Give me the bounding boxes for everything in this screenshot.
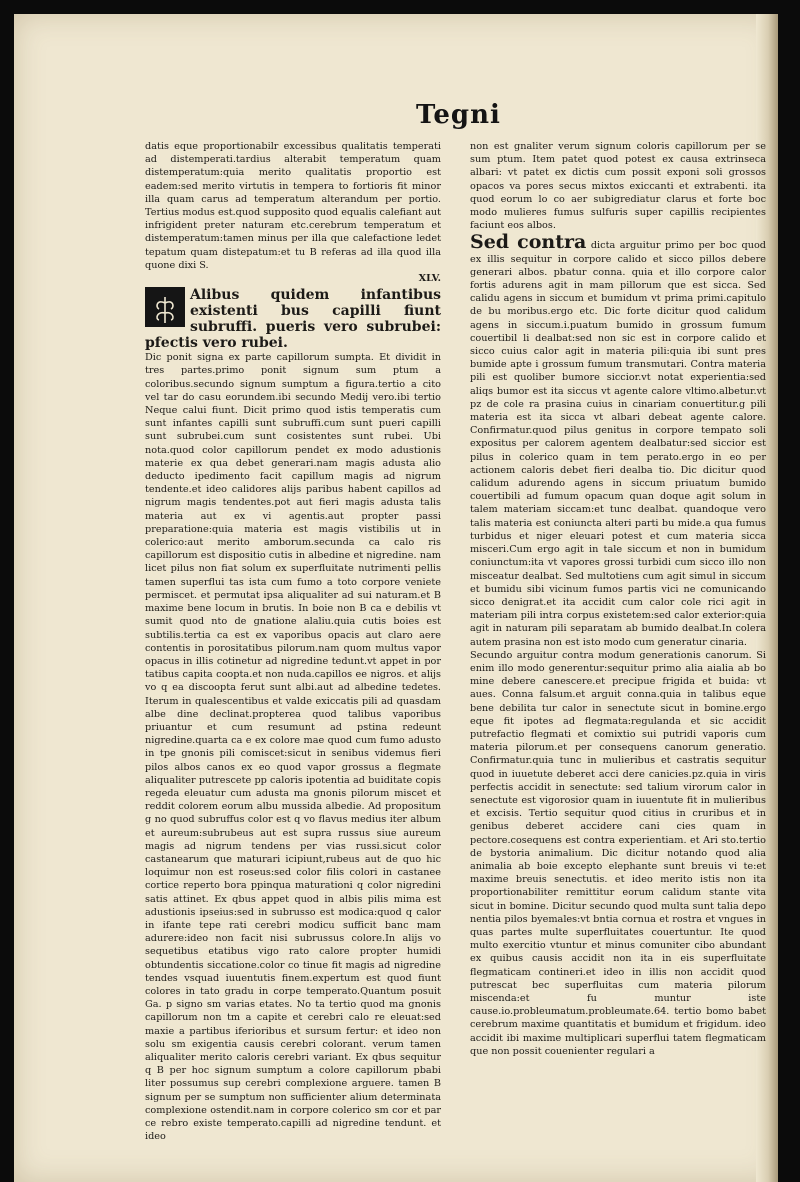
left-column [145, 140, 441, 1143]
second-argument: Secundo arguitur contra modum generationis canorum. Si enim illo modo generentur:sequitur primo alia aialia ab bo mine debere canescere.et precipue frigida et buida: vt aues. Conna falsum.et arguit conna.quia in talibus eque bene debilita tur calor in senectute sicut in bomine.ergo eque fit ipotes ad flegmata:regulanda et sic accidit putrefactio flegmati et comixtio sui putridi vaporis cum materia pilorum.et per consequens canorum generatio. Confirmatur.quia tunc in mulieribus et castratis sequitur quod in iuuetute deberet acci dere canicies.pz.quia in viris perfectis accidit in senectute: sed talium virorum calor in senectute est vigorosior quam in iuuentute fit in mulieribus et excisis. Tertio sequitur quod citius in cruribus et in genibus deberet accidere cani cies quam in pectore.cosequens est contra experientiam. et Ari sto.tertio de bystoria animalium. Dic dicitur notando quod alia animalia ab boie excepto elephante sunt breuis vi te:et maxime breuis senectutis. et ideo merito istis non ita proportionabiliter remittitur eorum calidum stante vita sicut in bomine. Dicitur secundo quod multa sunt talia depo nentia pilos byemales:vt bntia cornua et rostra et vngues in quas partes multe superfluitates couertuntur. Ite quod multo exercitio vtuntur et minus comuniter cibo abundant ex quibus causis accidit non ita in eis superfluitate flegmaticam contineri.et ideo in illis non accidit quod putrescat bec superfluitas cum materia pilorum miscenda:et fu muntur iste cause.io.probleumatum.probleumate.64. tertio bomo babet cerebrum maxime quantitatis et bumidum et frigidum. ideo accidit ibi maxime multiplicari superflui tatem flegmaticam que non possit couenienter regulari a [470, 649, 766, 1057]
left-column-opening: datis eque proportionabilr excessibus qualitatis temperati ad distemperati.tardius alterabit temperatum quam distemperatum:quia merito qualitatis proportio est eadem:sed merito virtutis in tempera to fortioris fit minor illa quam carus ad temperatum alterandum per portio. Tertius modus est.quod supposito quod equalis calefiant aut infrigident preter naturam etc.cerebrum temperatum et distemperatum:tamen minus per illa que calefactione ledet tepatum quam distepatum:et tu B referas ad illa quod illa quone dixi S. [145, 141, 441, 271]
book-page [14, 14, 778, 1182]
folio-number: XLV. [418, 273, 441, 285]
left-column-commentary: Dic ponit signa ex parte capillorum sumpta. Et dividit in tres partes.primo ponit signum sum ptum a coloribus.secundo signum sumptum a figura.tertio a cito vel tar do casu eorundem.ibi secundo Medij vero.ibi tertio Neque calui fiunt. Dicit primo quod istis temperatis cum sunt infantes capilli sunt subruffi.cum sunt pueri capilli sunt subrubei.cum sunt cosistentes sunt rubei. Ubi nota.quod color capillorum pendet ex modo adustionis materie ex qua debet generari.nam magis adusta alio deducto ipedimento facit capillum magis ad nigrum tendente.et ideo calidores alijs paribus habent capillos ad nigrum magis tendentes.pot aut fieri magis adusta talis materia aut ex vi agentis.aut propter passi preparatione:quia materia est magis vistibilis ut in colerico:aut merito amborum.secunda ca calo ris capillorum est dispositio cutis in albedine et nigredine. nam licet pilus non fiat solum ex superfluitate nutrimenti pellis tamen superflui tas ista cum fumo a toto corpore veniete permiscet. et permutat ipsa aliqualiter ad sui naturam.et B maxime bene locum in brutis. In boie non B ca e debilis vt sumit quod nto de gnatione alaliu.quia cutis boies est subtilis.tertia ca est ex vaporibus opacis aut claro aere contentis in porositatibus pilorum.nam quom multus vapor opacus in illis cotinetur ad nigredine tedunt.vt appet in por tatibus capita coopta.et non nuda.capillos ee nigros. et alijs vo q ea discoopta ferut sunt albi.aut ad albedine tedetes. Iterum in qualescentibus et valde exiccatis pili ad quasdam albe dine declinat.propterea quod talibus vaporibus priuantur et cum resumunt ad pstina redeunt nigredine.quarta ca e ex colore mae quod cum fumo adusto in tpe gnonis pili comiscet:sicut in senibus videmus fieri pilos albos canos ex eo quod vapor grossus a flegmate aliqualiter putrescete pp caloris ipotentia ad buiditate copis regeda eleuatur cum adusta ma gnonis pilorum miscet et reddit colorem eorum albu mussida albedie. Ad propositum g no quod subruffus color est q vo flavus medius iter album et aureum:subrubeus aut est supra russus siue aureum magis ad nigrum tendens per vias russi.sicut color castanearum que maturari icipiunt,rubeus aut de quo hic loquimur non est roseus:sed color filis colori in castanee cortice reperto bora ppinqua maturationi q color nigredini satis attinet. Ex qbus appet quod in albis pilis mima est adustionis ipseius:sed in subrusso est modica:quod q calor in ifante tepe rati cerebri modicu sufficit banc mam adurere:ideo non facit nisi subrussus colore.In alijs vo sequetibus etatibus vigo rato calore propter humidi obtundentis siccatione.color co tinue fit magis ad nigredine tendes vsquad iuuentutis finem.expertum est quod fiunt colores in tato gradu in corpe temperato.Quantum posuit Ga. p signo sm varias etates. No ta tertio quod ma gnonis capillorum non tm a capite et cerebri calo re eleuat:sed maxie a partibus iferioribus et sursum fertur: et ideo non solu sm exigentia causis cerebri colorant. verum tamen aliqualiter merito caloris cerebri variant. Ex qbus sequitur q B per hoc signum sumptum a colore capillorum pbabi liter possumus sup cerebri complexione arguere. tamen B signum per se sumptum non sufficienter alium determinata complexione ostendit.nam in corpore colerico sm cor et par ce rebro existe temperato.capilli ad nigredine tendunt. et ideo [145, 352, 441, 1143]
lemma-text: Alibus quidem infantibus existenti bus capilli fiunt subruffi. pueris vero subrubei: pfectis vero rubei. [145, 287, 441, 352]
sed-contra-heading: Sed contra [470, 231, 587, 254]
decorated-initial [145, 287, 185, 327]
right-column [470, 140, 766, 1057]
running-head: Tegni [416, 100, 501, 130]
sed-contra-text: dicta arguitur primo per boc quod ex illis sequitur in corpore calido et sicco pillos debere generari albos. pbatur conna. quia et illo corpore calor fortis adurens agit in mam pillorum que est sicca. Sed calidu agens in siccum et bumidum vt prima primi.capitulo de bu moribus.ergo etc. Dic forte dicitur quod calidum agens in siccum.i.puatum bumido in grossum fumum couertibil li dealbat:sed non sic est in corpore calido et sicco cuius calor agit in materia pili:quia ibi sunt pres bumide apte i grossum fumum transmutari. Contra materia pili est quoliber bumore siccior.vt notat experientia:sed aliqs bumor est ita siccus vt agente calore vltimo.albetur.vt pz de cole ra prasina cuius in cinariam conuertitur.g pili materia est ita sicca vt albari debeat agente calore. Confirmatur.quod pilus genitus in corpore tempato soli expositus per calorem agentem dealbatur:sed siccior est pilus in colerico quam in tem perato.ergo in eo per actionem caloris debet fieri dealba tio. Dic dicitur quod calidum adurendo agens in siccum priuatum bumido couertibili ad fumum opacum quan doque agit solum in talem materiam siccam:et tunc dealbat. quandoque vero talis materia est coniuncta alteri parti bu mide.a qua fumus turbidus et niger eleuari potest et cum materia sicca misceri.Cum ergo agit in tale siccum et non in bumidum coniunctum:ita vt vapores grossi turbidi cum sicco illo non misceatur dealbat. Sed multotiens cum agit simul in siccum et bumidu sibi vicinum fumos partis vici ne comunicando sicco denigrat.et ita accidit cum calor cole rici agit in materiam pili intra corpus existetem:sed calor exterior:quia agit in naturam pili separatam ab bumido dealbat.In colera autem prasina non est isto modo cum generatur cinaria. [470, 240, 766, 648]
right-column-opening: non est gnaliter verum signum coloris capillorum per se sum ptum. Item patet quod potest ex causa extrinseca albari: vt patet ex dictis cum possit exponi soli grossos opacos va pores secus mixtos exiccanti et extrabenti. ita quod eorum lo co aer subigrediatur clarus et forte boc modo mulieres fumus sulfuris super capillis recipientes faciunt eos albos. [470, 141, 766, 232]
lemma-block [145, 287, 441, 351]
